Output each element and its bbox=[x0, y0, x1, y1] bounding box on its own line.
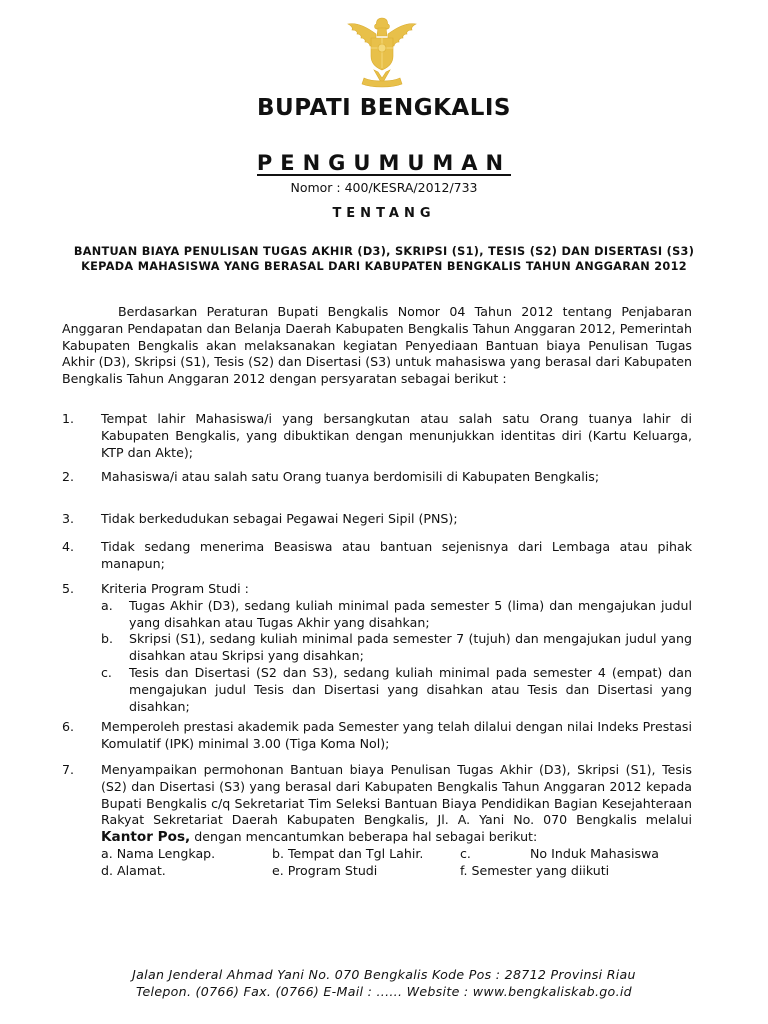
subject-heading: BANTUAN BIAYA PENULISAN TUGAS AKHIR (D3), SKRIPSI (S1), TESIS (S2) DAN DISERTASI (S3) KEPADA MAHASISWA YANG BERASAL DARI KABUPATEN BENGKALIS TAHUN ANGGARAN 2012 bbox=[73, 245, 695, 273]
list-item-5 bbox=[62, 581, 692, 715]
criteria-label: b. bbox=[101, 631, 113, 647]
criteria-label: c. bbox=[101, 664, 112, 680]
field-label: f. Semester yang diikuti bbox=[460, 862, 610, 878]
about-heading: TENTANG bbox=[332, 206, 436, 221]
announcement-heading bbox=[0, 151, 768, 176]
required-fields-row-1 bbox=[101, 846, 692, 863]
criteria-text: Skripsi (S1), sedang kuliah minimal pada semester 7 (tujuh) dan mengajukan judul yang disahkan atau Skripsi yang disahkan; bbox=[129, 631, 692, 664]
criteria-text: Tesis dan Disertasi (S2 dan S3), sedang kuliah minimal pada semester 4 (empat) dan mengajukan judul Tesis dan Disertasi yang disahkan atau Tesis dan Disertasi yang disahkan; bbox=[129, 664, 692, 714]
list-item-number: 2. bbox=[62, 469, 75, 484]
list-item-number: 5. bbox=[62, 581, 75, 596]
list-item-1 bbox=[62, 411, 692, 461]
list-item-number: 7. bbox=[62, 762, 75, 777]
announcement-label: PENGUMUMAN bbox=[256, 151, 512, 175]
list-item-7 bbox=[62, 762, 692, 880]
footer-contact: Telepon. (0766) Fax. (0766) E-Mail : ...... Website : www.bengkaliskab.go.id bbox=[136, 984, 632, 999]
list-item-6 bbox=[62, 719, 692, 753]
list-item-text-part: Menyampaikan permohonan Bantuan biaya Penulisan Tugas Akhir (D3), Skripsi (S1), Tesis (S2) dan Disertasi (S3) yang berasal dari Kabupaten Bengkalis Tahun Anggaran 2012 kepada Bupati Bengkalis c/q Sekretariat Tim Seleksi Bantuan Biaya Pendidikan Bagian Kesejahteraan Rakyat Sekretariat Daerah Kabupaten Bengkalis, Jl. A. Yani No. 070 Bengkalis melalui bbox=[101, 762, 692, 828]
field-label: a. Nama Lengkap. bbox=[101, 845, 216, 861]
list-item-text: Tidak berkedudukan sebagai Pegawai Negeri Sipil (PNS); bbox=[101, 511, 458, 526]
document-number: Nomor : 400/KESRA/2012/733 bbox=[290, 180, 478, 195]
required-fields-row-2 bbox=[101, 863, 692, 880]
field-label: b. Tempat dan Tgl Lahir. bbox=[272, 845, 424, 861]
field-label: d. Alamat. bbox=[101, 862, 166, 878]
criteria-item-b bbox=[101, 631, 692, 665]
field-label: e. Program Studi bbox=[272, 862, 378, 878]
page-title: BUPATI BENGKALIS bbox=[257, 95, 511, 121]
list-item-text: Mahasiswa/i atau salah satu Orang tuanya berdomisili di Kabupaten Bengkalis; bbox=[101, 469, 600, 484]
kantor-pos-label: Kantor Pos, bbox=[101, 829, 191, 846]
garuda-emblem-icon bbox=[340, 12, 424, 96]
list-item-text: Tidak sedang menerima Beasiswa atau bantuan sejenisnya dari Lembaga atau pihak manapun; bbox=[101, 539, 692, 571]
intro-paragraph: Berdasarkan Peraturan Bupati Bengkalis Nomor 04 Tahun 2012 tentang Penjabaran Anggaran Pendapatan dan Belanja Daerah Kabupaten Bengkalis Tahun Anggaran 2012, Pemerintah Kabupaten Bengkalis akan melaksanakan kegiatan Penyediaan Bantuan biaya Penulisan Tugas Akhir (D3), Skripsi (S1), Tesis (S2) dan Disertasi (S3) untuk mahasiswa yang berasal dari Kabupaten Bengkalis Tahun Anggaran 2012 dengan persyaratan sebagai berikut : bbox=[62, 304, 692, 387]
list-item-number: 3. bbox=[62, 511, 75, 526]
list-item-4 bbox=[62, 539, 692, 573]
page-footer bbox=[0, 966, 768, 1000]
list-item-text: Kriteria Program Studi : bbox=[101, 581, 249, 596]
list-item-3 bbox=[62, 511, 692, 528]
field-label: No Induk Mahasiswa bbox=[530, 845, 660, 861]
criteria-item-c bbox=[101, 665, 692, 715]
list-item-text bbox=[101, 762, 692, 846]
list-item-2 bbox=[62, 469, 692, 486]
list-item-text: Memperoleh prestasi akademik pada Semester yang telah dilalui dengan nilai Indeks Prestasi Komulatif (IPK) minimal 3.00 (Tiga Koma Nol); bbox=[101, 719, 692, 751]
footer-address: Jalan Jenderal Ahmad Yani No. 070 Bengkalis Kode Pos : 28712 Provinsi Riau bbox=[132, 967, 636, 982]
field-label: c. bbox=[460, 845, 471, 861]
criteria-label: a. bbox=[101, 597, 113, 613]
list-item-text: Tempat lahir Mahasiswa/i yang bersangkutan atau salah satu Orang tuanya lahir di Kabupaten Bengkalis, yang dibuktikan dengan menunjukkan identitas diri (Kartu Keluarga, KTP dan Akte); bbox=[101, 411, 692, 460]
criteria-text: Tugas Akhir (D3), sedang kuliah minimal pada semester 5 (lima) dan mengajukan judul yang disahkan atau Tugas Akhir yang disahkan; bbox=[129, 597, 692, 630]
list-item-text-part: dengan mencantumkan beberapa hal sebagai berikut: bbox=[190, 829, 538, 845]
list-item-number: 1. bbox=[62, 411, 75, 426]
criteria-item-a bbox=[101, 598, 692, 632]
list-item-number: 4. bbox=[62, 539, 75, 554]
list-item-number: 6. bbox=[62, 719, 75, 734]
